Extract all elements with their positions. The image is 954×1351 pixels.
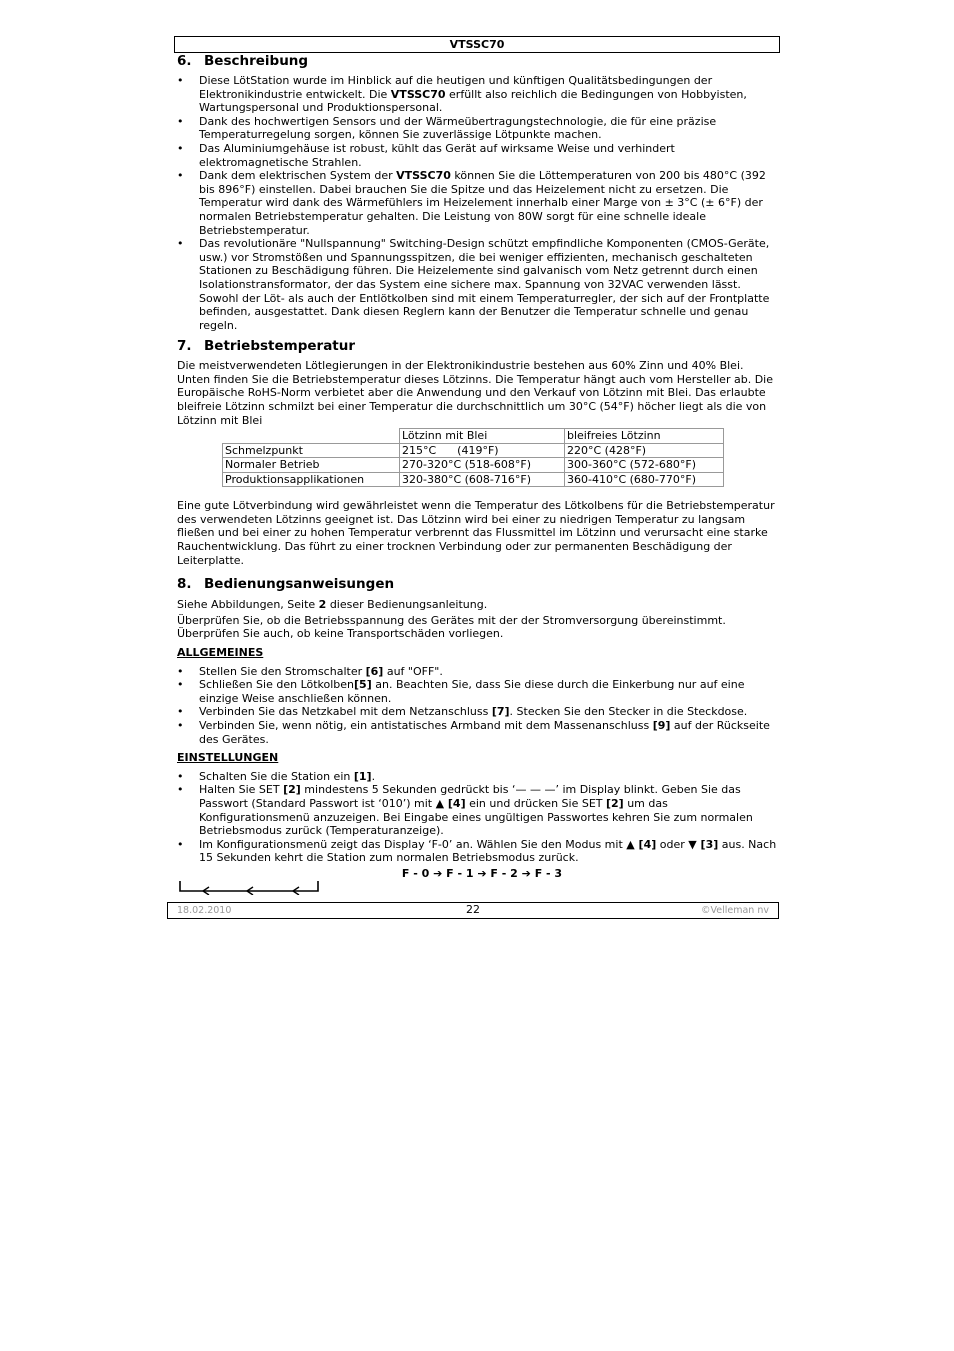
list-item: • Das revolutionäre "Nullspannung" Switching-Design schützt empfindliche Komponenten (CMOS-Geräte, usw.) vor Stromstößen und Spannungsspitzen, die bei weniger effizienten, mechanisch geschalteten Stationen zu Beschädigung führen. Die Heizelemente sind galvanisch vom Netz getrennt durch einen Isolationstransformator, der das System eine sichere max. Spannung von 32VAC verwenden lässt. Sowohl der Löt- als auch der Entlötkolben sind mit einem Temperaturregler, der sich auf der Frontplatte befinden, ausgestattet. Dank diesen Reglern kann der Benutzer die Temperatur schnelle und genau regeln. bbox=[177, 237, 777, 332]
text: oder bbox=[656, 837, 689, 851]
section-8-heading bbox=[177, 576, 777, 593]
text: um das Konfigurationsmenü anzuzeigen. Bei Eingabe eines ungültigen Passwortes kehren Sie zum normalen Betriebsmodus zurück (Temperaturanzeige). bbox=[199, 796, 753, 838]
section-8-check-text: Überprüfen Sie, ob die Betriebsspannung des Gerätes mit der der Stromversorgung übereinstimmt. Überprüfen Sie auch, ob keine Transportschäden vorliegen. bbox=[177, 613, 726, 641]
cell-lead: 270-320°C (518-608°F) bbox=[400, 458, 565, 473]
section-7-number: 7. bbox=[177, 338, 192, 355]
text: Verbinden Sie, wenn nötig, ein antistatisches Armband mit dem Massenanschluss bbox=[199, 718, 653, 732]
model-name: VTSSC70 bbox=[396, 169, 451, 183]
ref: [1] bbox=[353, 769, 372, 783]
table-row bbox=[223, 458, 724, 473]
table-row bbox=[223, 472, 724, 487]
text: mindestens 5 Sekunden gedrückt bis ‘— — —’ im Display blinkt. Geben Sie das Passwort (Standard Passwort ist ‘010’) mit bbox=[199, 783, 741, 810]
text: dieser Bedienungsanleitung. bbox=[326, 598, 488, 612]
subheading-allgemeines: ALLGEMEINES bbox=[177, 646, 264, 659]
cell-lead: 215°C (419°F) bbox=[400, 443, 565, 458]
section-7-intro: Die meistverwendeten Lötlegierungen in der Elektronikindustrie bestehen aus 60% Zinn und 40% Blei. Unten finden Sie die Betriebstemperatur dieses Lötzinns. Die Temperatur hängt auch vom Hersteller ab. Die Europäische RoHS-Norm verbietet aber die Anwendung und den Verkauf von Lötzinn mit Blei. Das erlaubte bleifreie Lötzinn schmilzt bei einer Temperatur die durchschnittlich um 30°C (54°F) höcher liegt als die von Lötzinn mit Blei bbox=[177, 359, 773, 427]
list-item bbox=[177, 665, 777, 679]
section-6-heading bbox=[177, 53, 777, 70]
section-8-number: 8. bbox=[177, 576, 192, 593]
section-7-heading bbox=[177, 338, 777, 355]
ref: [2] bbox=[283, 783, 301, 797]
text: . bbox=[371, 769, 376, 783]
ref: [9] bbox=[652, 718, 671, 732]
page-footer bbox=[167, 902, 779, 919]
ref: ▲ [4] bbox=[435, 796, 466, 810]
ref: [2] bbox=[606, 796, 624, 810]
cell-leadfree: 360-410°C (680-770°F) bbox=[565, 472, 724, 487]
column-header-leadfree: bleifreies Lötzinn bbox=[565, 429, 724, 444]
text: Halten Sie SET bbox=[199, 783, 284, 797]
text: . Stecken Sie den Stecker in die Steckdose. bbox=[509, 705, 748, 719]
mode-flow-return-arrows bbox=[177, 881, 322, 895]
cell-leadfree: 300-360°C (572-680°F) bbox=[565, 458, 724, 473]
list-item bbox=[177, 783, 777, 837]
table-row bbox=[223, 443, 724, 458]
section-7-title: Betriebstemperatur bbox=[204, 338, 356, 355]
allgemeines-list bbox=[177, 665, 777, 747]
mode-flow-diagram bbox=[177, 867, 777, 893]
list-item bbox=[177, 74, 777, 115]
page-number: 22 bbox=[466, 903, 480, 916]
mode-flow-text: F - 0 ➔ F - 1 ➔ F - 2 ➔ F - 3 bbox=[401, 866, 563, 880]
section-6-title: Beschreibung bbox=[204, 53, 309, 69]
list-item bbox=[177, 705, 777, 719]
list-item: • Dank des hochwertigen Sensors und der Wärmeübertragungstechnologie, die für eine präzise Temperaturregelung sorgen, können Sie zuverlässige Lötpunkte machen. bbox=[177, 115, 777, 142]
section-8-title: Bedienungsanweisungen bbox=[204, 576, 395, 593]
list-item bbox=[177, 770, 777, 784]
temperature-table bbox=[222, 428, 724, 487]
text: Stellen Sie den Stromschalter bbox=[199, 664, 366, 678]
list-item: • Das Aluminiumgehäuse ist robust, kühlt das Gerät auf wirksame Weise und verhindert elektromagnetische Strahlen. bbox=[177, 142, 777, 169]
section-6-list bbox=[177, 74, 777, 332]
row-label: Schmelzpunkt bbox=[223, 443, 400, 458]
table-corner-cell bbox=[223, 429, 400, 444]
text: auf "OFF". bbox=[383, 664, 443, 678]
ref: [5] bbox=[354, 678, 372, 692]
section-8-reference bbox=[177, 598, 777, 612]
row-label: Normaler Betrieb bbox=[223, 458, 400, 473]
row-label: Produktionsapplikationen bbox=[223, 472, 400, 487]
page-header-model: VTSSC70 bbox=[174, 36, 780, 53]
cell-lead: 320-380°C (608-716°F) bbox=[400, 472, 565, 487]
footer-copyright: ©Velleman nv bbox=[701, 905, 769, 916]
text: Diese LötStation wurde im Hinblick auf die heutigen und künftigen Qualitätsbedingungen der Elektronikindustrie entwickelt. Die bbox=[199, 74, 713, 101]
text: Im Konfigurationsmenü zeigt das Display ‘F-0’ an. Wählen Sie den Modus mit bbox=[199, 837, 627, 851]
table-header-row bbox=[223, 429, 724, 444]
subheading-einstellungen: EINSTELLUNGEN bbox=[177, 751, 279, 765]
list-item bbox=[177, 838, 777, 865]
list-item bbox=[177, 719, 777, 746]
ref: [7] bbox=[491, 705, 510, 719]
ref: [6] bbox=[365, 664, 384, 678]
page-content bbox=[177, 53, 777, 893]
text: auf der Rückseite des Gerätes. bbox=[199, 718, 770, 746]
text: an. Beachten Sie, dass Sie diese durch die Einkerbung nur auf eine einzige Weise anschließen können. bbox=[199, 678, 745, 705]
einstellungen-list bbox=[177, 770, 777, 865]
text: Schließen Sie den Lötkolben bbox=[199, 678, 355, 692]
footer-date: 18.02.2010 bbox=[177, 905, 232, 916]
section-6-number: 6. bbox=[177, 53, 192, 69]
text: Schalten Sie die Station ein bbox=[199, 769, 354, 783]
list-item bbox=[177, 678, 777, 705]
model-name: VTSSC70 bbox=[390, 87, 446, 101]
list-item bbox=[177, 169, 777, 237]
section-7-after-text: Eine gute Lötverbindung wird gewährleistet wenn die Temperatur des Lötkolbens für die Betriebstemperatur des verwendeten Lötzinns geeignet ist. Das Lötzinn wird bei einer zu niedrigen Temperatur zu langsam fließen und bei einer zu hohen Temperatur verbrennt das Flussmittel im Lötzinn und verursacht eine starke Rauchentwicklung. Das führt zu einer trocknen Verbindung oder zur permanenten Beschädigung der Leiterplatte. bbox=[177, 499, 775, 567]
ref: ▼ [3] bbox=[688, 837, 719, 851]
text: Dank dem elektrischen System der bbox=[199, 169, 397, 183]
column-header-lead: Lötzinn mit Blei bbox=[400, 429, 565, 444]
text: können Sie die Löttemperaturen von 200 bis 480°C (392 bis 896°F) einstellen. Dabei brauchen Sie die Spitze und das Heizelement nicht zu ersetzen. Die Temperatur wird dank des Wärmefühlers im Heizelement innerhalb einer Marge von ± 3°C (± 6°F) der normalen Betriebstemperatur gehalten. Die Leistung von 80W sorgt für eine schnelle ideale Betriebstemperatur. bbox=[199, 169, 766, 237]
text: aus. Nach 15 Sekunden kehrt die Station zum normalen Betriebsmodus zurück. bbox=[199, 837, 777, 865]
ref: ▲ [4] bbox=[626, 837, 657, 851]
text: Verbinden Sie das Netzkabel mit dem Netzanschluss bbox=[199, 705, 492, 719]
text: ein und drücken Sie SET bbox=[465, 796, 606, 810]
text: erfüllt also reichlich die Bedingungen von Hobbyisten, Wartungspersonal und Produktionspersonal. bbox=[199, 87, 747, 115]
cell-leadfree: 220°C (428°F) bbox=[565, 443, 724, 458]
page-ref: 2 bbox=[318, 598, 327, 612]
text: Siehe Abbildungen, Seite bbox=[177, 598, 319, 612]
